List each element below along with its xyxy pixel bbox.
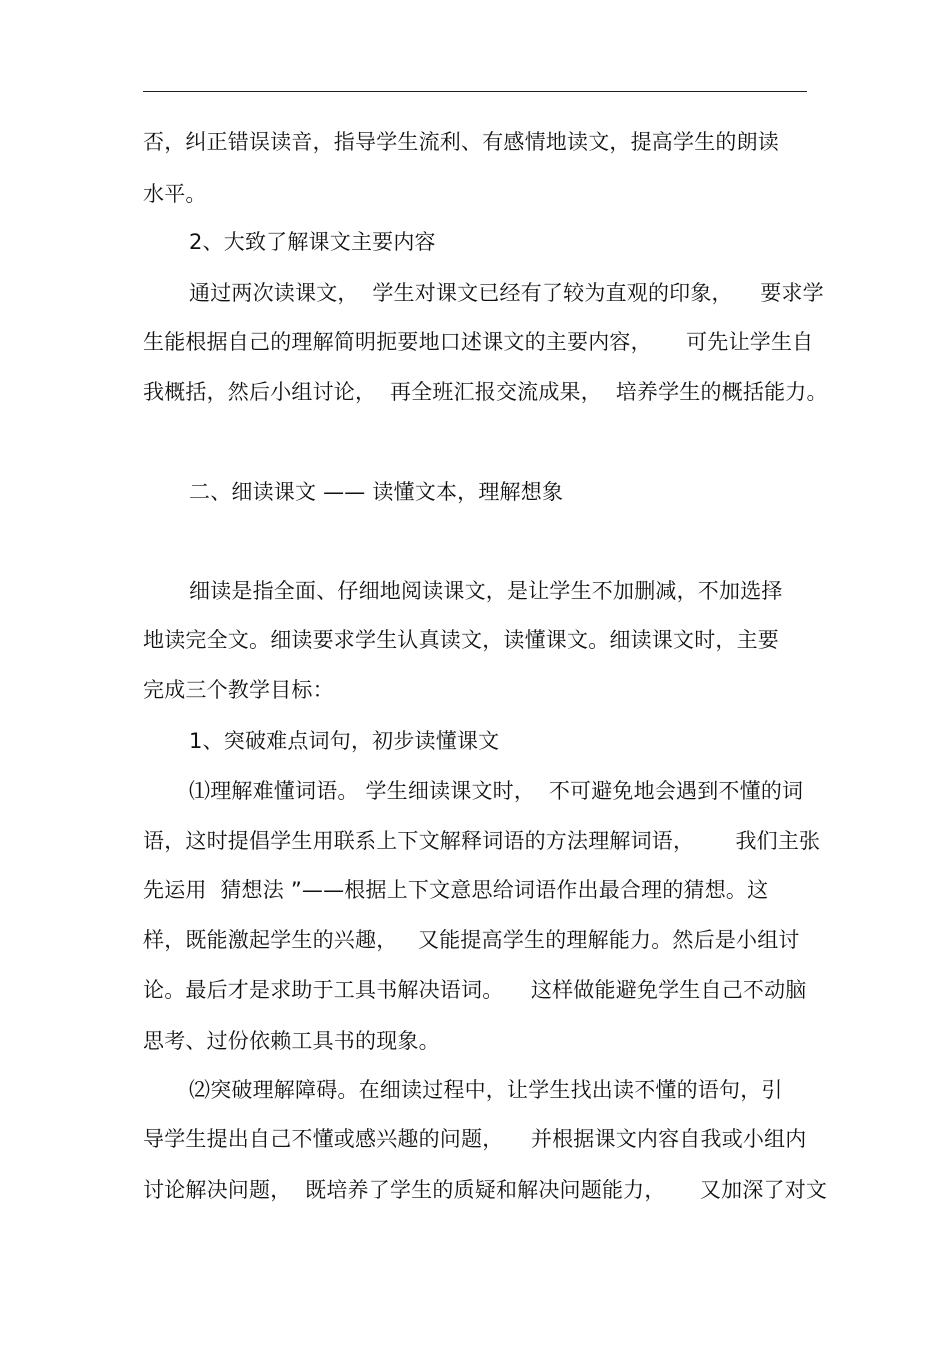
text-line: 细读是指全面、仔细地阅读课文，是让学生不加删减，不加选择: [189, 579, 783, 603]
header-rule: [143, 91, 807, 92]
text-line: 导学生提出自己不懂或感兴趣的问题， 并根据课文内容自我或小组内: [143, 1127, 807, 1151]
section-heading: 二、细读课文 —— 读懂文本，理解想象: [189, 480, 564, 504]
text-line: 通过两次读课文， 学生对课文已经有了较为直观的印象， 要求学: [189, 281, 824, 305]
section-heading: 2、大致了解课文主要内容: [189, 230, 436, 254]
text-line: ⑴理解难懂词语。 学生细读课文时， 不可避免地会遇到不懂的词: [189, 779, 804, 803]
section-heading: 1、突破难点词句，初步读懂课文: [189, 729, 500, 753]
text-line: ⑵突破理解障碍。在细读过程中，让学生找出读不懂的语句，引: [189, 1078, 783, 1102]
text-line: 地读完全文。细读要求学生认真读文，读懂课文。细读课文时，主要: [143, 628, 779, 652]
text-line: 论。最后才是求助于工具书解决语词。 这样做能避免学生自己不动脑: [143, 978, 807, 1002]
text-line: 语，这时提倡学生用联系上下文解释词语的方法理解词语， 我们主张: [143, 829, 821, 853]
text-line: 生能根据自己的理解简明扼要地口述课文的主要内容， 可先让学生自: [143, 330, 814, 354]
text-line: 完成三个教学目标：: [143, 678, 334, 702]
text-line: 先运用 猜想法 ”——根据上下文意思给词语作出最合理的猜想。这: [143, 878, 769, 902]
text-line: 水平。: [143, 182, 207, 206]
text-line: 思考、过份依赖工具书的现象。: [143, 1029, 440, 1053]
text-line: 讨论解决问题， 既培养了学生的质疑和解决问题能力， 又加深了对文: [143, 1178, 828, 1202]
text-line: 我概括，然后小组讨论， 再全班汇报交流成果， 培养学生的概括能力。: [143, 380, 828, 404]
text-line: 样，既能激起学生的兴趣， 又能提高学生的理解能力。然后是小组讨: [143, 928, 800, 952]
text-line: 否，纠正错误读音，指导学生流利、有感情地读文，提高学生的朗读: [143, 130, 779, 154]
